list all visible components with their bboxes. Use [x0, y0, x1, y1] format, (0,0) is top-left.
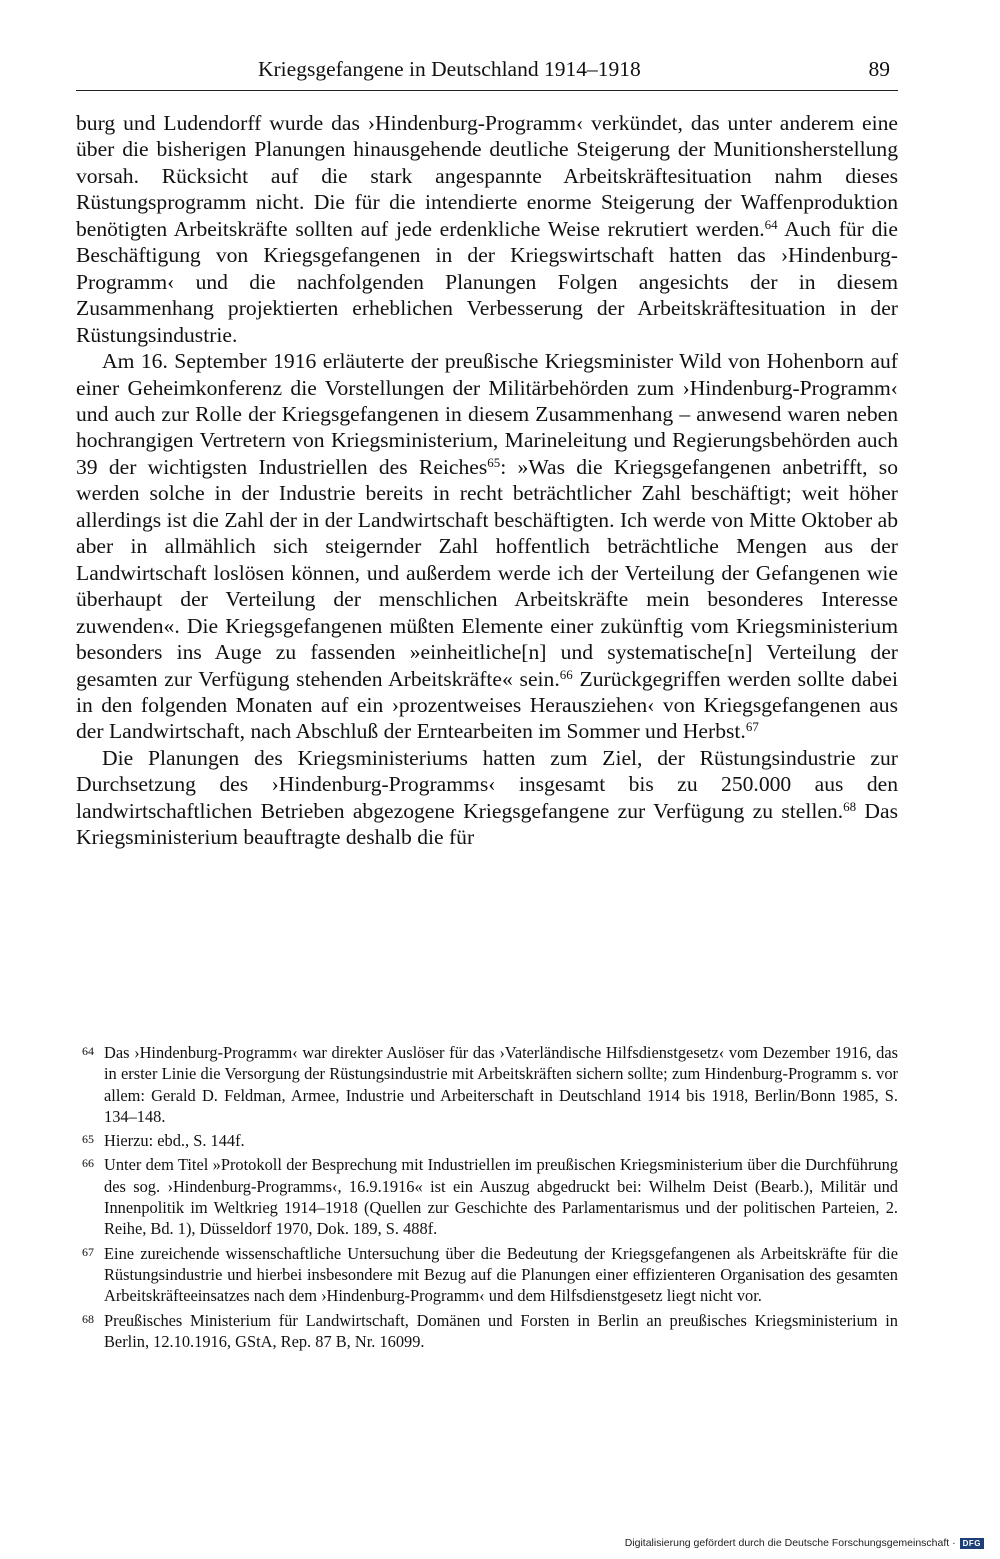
footnote-number: 67 — [82, 1244, 94, 1259]
footnote-number: 65 — [82, 1132, 94, 1147]
footnote-ref-65[interactable]: 65 — [487, 454, 501, 470]
footnote — [76, 1042, 898, 1127]
footnote-number: 64 — [82, 1044, 94, 1058]
page-number: 89 — [868, 57, 890, 81]
body-text — [76, 110, 898, 851]
paragraph-3: Die Planungen des Kriegsministeriums hatten zum Ziel, der Rüstungsindustrie zur Durchsetzung des ›Hindenburg-Programms‹ insgesamt bis zu 250.000 aus den landwirtschaftlichen Betrieben abgezogene Kriegsgefangene zur Verfügung zu stellen.$^{68}$ Das Kriegsministerium beauftragte deshalb die für — [76, 745, 898, 850]
dfg-logo: DFG — [960, 1538, 984, 1549]
footnote-ref-64[interactable]: 64 — [764, 216, 778, 232]
paragraph-2: Am 16. September 1916 erläuterte der preußische Kriegsminister Wild von Hohenborn auf einer Geheimkonferenz die Vorstellungen der Militärbehörden zum ›Hindenburg-Programm‹ und auch zur Rolle der Kriegsgefangenen in diesem Zusammenhang – anwesend waren neben hochrangigen Vertretern von Kriegsministerium, Marineleitung und Regierungsbehörden auch 39 der wichtigsten Industriellen des Reiches$^{65}$: »Was die Kriegsgefangenen anbetrifft, so werden solche in der Industrie bereits in recht beträchtlicher Zahl beschäftigt; weit höher allerdings ist die Zahl der in der Landwirtschaft beschäftigten. Ich werde von Mitte Oktober ab aber in allmählich sich steigernder Zahl hoffentlich beträchtliche Mengen aus der Landwirtschaft loslösen können, und außerdem werde ich der Verteilung der Gefangenen wie überhaupt der Verteilung der menschlichen Arbeitskräfte mein besonderes Interesse zuwenden«. Die Kriegsgefangenen müßten Elemente einer zukünftig vom Kriegsministerium besonders ins Auge zu fassenden »einheitliche[n] und systematische[n] Verteilung der gesamten zur Verfügung stehenden Arbeitskräfte« sein.$^{66}$ Zurückgegriffen werden sollte dabei in den folgenden Monaten auf ein ›prozentweises Herausziehen‹ von Kriegsgefangenen aus der Landwirtschaft, nach Abschluß der Erntearbeiten im Sommer und Herbst.$^{67}$ — [76, 349, 898, 744]
footnote-text: Das ›Hindenburg-Programm‹ war direkter Auslöser für das ›Vaterländische Hilfsdienstgesetz‹ vom Dezember 1916, das in erster Linie die Versorgung der Rüstungsindustrie mit Arbeitskräften sichern sollte; zum Hindenburg-Programm s. vor allem: Gerald D. Feldman, Armee, Industrie und Arbeiterschaft in Deutschland 1914 bis 1918, Berlin/Bonn 1985, S. 134–148. — [104, 1043, 898, 1126]
running-header — [76, 54, 898, 88]
footnote-text: Unter dem Titel »Protokoll der Besprechung mit Industriellen im preußischen Kriegsministerium über die Durchführung des sog. ›Hindenburg-Programms‹, 16.9.1916« ist ein Auszug abgedruckt bei: Wilhelm Deist (Bearb.), Militär und Innenpolitik im Weltkrieg 1914–1918 (Quellen zur Geschichte des Parlamentarismus und der politischen Parteien, 2. Reihe, Bd. 1), Düsseldorf 1970, Dok. 189, S. 488f. — [104, 1155, 898, 1239]
footnote-ref-68[interactable]: 68 — [843, 798, 857, 814]
footnote — [76, 1310, 898, 1353]
paragraph-1: burg und Ludendorff wurde das ›Hindenburg-Programm‹ verkündet, das unter anderem eine über die bisherigen Planungen hinausgehende deutliche Steigerung der Munitionsherstellung vorsah. Rücksicht auf die stark angespannte Arbeitskräftesituation nahm dieses Rüstungsprogramm nicht. Die für die intendierte enorme Steigerung der Waffenproduktion benötigten Arbeitskräfte sollten auf jede erdenkliche Weise rekrutiert werden.$^{64}$ Auch für die Beschäftigung von Kriegsgefangenen in der Kriegswirtschaft hatten das ›Hindenburg-Programm‹ und die nachfolgenden Planungen Folgen angesichts der in diesem Zusammenhang projektierten erheblichen Verbesserung der Arbeitskräftesituation in der Rüstungsindustrie. — [76, 111, 898, 347]
footnote-ref-66[interactable]: 66 — [559, 666, 573, 682]
header-rule — [76, 90, 898, 91]
digitization-credit — [625, 1537, 984, 1549]
footnote-ref-67[interactable]: 67 — [745, 719, 759, 735]
footnote-number: 66 — [82, 1156, 94, 1171]
footnote — [76, 1243, 898, 1307]
running-title: Kriegsgefangene in Deutschland 1914–1918 — [258, 57, 641, 81]
footnote-text: Eine zureichende wissenschaftliche Untersuchung über die Bedeutung der Kriegsgefangenen als Arbeitskräfte für die Rüstungsindustrie und hierbei insbesondere mit Bezug auf die Planungen einer effizienteren Organisation des gesamten Arbeitskräfteeinsatzes nach dem ›Hindenburg-Programm‹ und dem Hilfsdienstgesetz liegt nicht vor. — [104, 1243, 898, 1306]
footnote-text: Hierzu: ebd., S. 144f. — [104, 1131, 245, 1151]
footnote-text: Preußisches Ministerium für Landwirtschaft, Domänen und Forsten in Berlin an preußisches Kriegsministerium in Berlin, 12.10.1916, GStA, Rep. 87 B, Nr. 16099. — [104, 1310, 898, 1351]
footnote — [76, 1130, 898, 1151]
footnote — [76, 1154, 898, 1239]
footnote-number: 68 — [82, 1311, 94, 1326]
footnotes — [76, 1042, 898, 1355]
book-page — [76, 54, 898, 1351]
credit-text: Digitalisierung gefördert durch die Deutsche Forschungsgemeinschaft · — [624, 1537, 956, 1549]
